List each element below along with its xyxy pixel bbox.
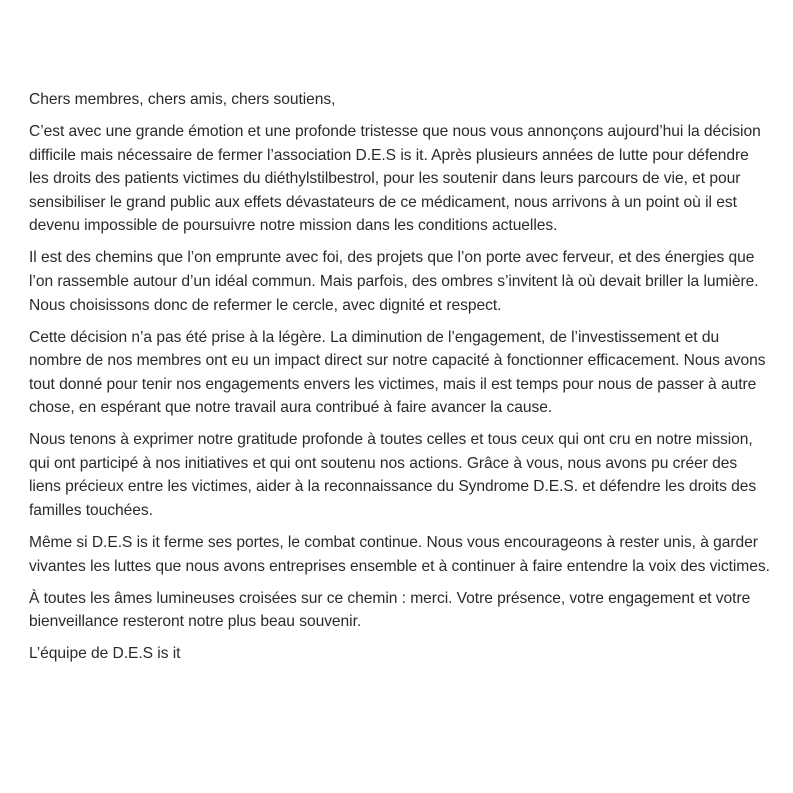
letter-paragraph-paths: Il est des chemins que l’on emprunte avec foi, des projets que l’on porte avec ferveur, et des énergies que l’on rassemble autour d’un idéal commun. Mais parfois, des ombres s’invitent là où devait briller la lumière. Nous choisissons donc de refermer le cercle, avec dignité et respect. — [29, 249, 759, 314]
letter-paragraph-gratitude: Nous tenons à exprimer notre gratitude profonde à toutes celles et tous ceux qui ont cru en notre mission, qui ont participé à nos initiatives et qui ont soutenu nos actions. Grâce à vous, nous avons pu créer des liens précieux entre les victimes, aider à la reconnaissance du Syndrome D.E.S. et défendre les droits des familles touchées. — [29, 431, 757, 520]
letter-paragraph-decision: Cette décision n’a pas été prise à la légère. La diminution de l’engagement, de l’investissement et du nombre de nos membres ont eu un impact direct sur notre capacité à fonctionner efficacement. Nous avons tout donné pour tenir nos engagements envers les victimes, mais il est temps pour nous de passer à autre chose, en espérant que notre travail aura contribué à faire avancer la cause. — [29, 328, 766, 417]
letter-greeting: Chers membres, chers amis, chers soutiens, — [29, 91, 336, 108]
letter-paragraph-thanks: À toutes les âmes lumineuses croisées sur ce chemin : merci. Votre présence, votre engagement et votre bienveillance resteront notre plus beau souvenir. — [29, 589, 751, 631]
letter-signature: L’équipe de D.E.S is it — [29, 645, 181, 663]
letter-body — [29, 88, 771, 674]
letter-paragraph-announcement: C’est avec une grande émotion et une profonde tristesse que nous vous annonçons aujourd’hui la décision difficile mais nécessaire de fermer l’association D.E.S is it. Après plusieurs années de lutte pour défendre les droits des patients victimes du diéthylstilbestrol, pour les soutenir dans leurs parcours de vie, et pour sensibiliser le grand public aux effets dévastateurs de ce médicament, nous arrivons à un point où il est devenu impossible de poursuivre notre mission dans les conditions actuelles. — [29, 122, 761, 235]
letter-paragraph-combat-continues: Même si D.E.S is it ferme ses portes, le combat continue. Nous vous encourageons à rester unis, à garder vivantes les luttes que nous avons entreprises ensemble et à continuer à faire entendre la voix des victimes. — [29, 534, 770, 575]
